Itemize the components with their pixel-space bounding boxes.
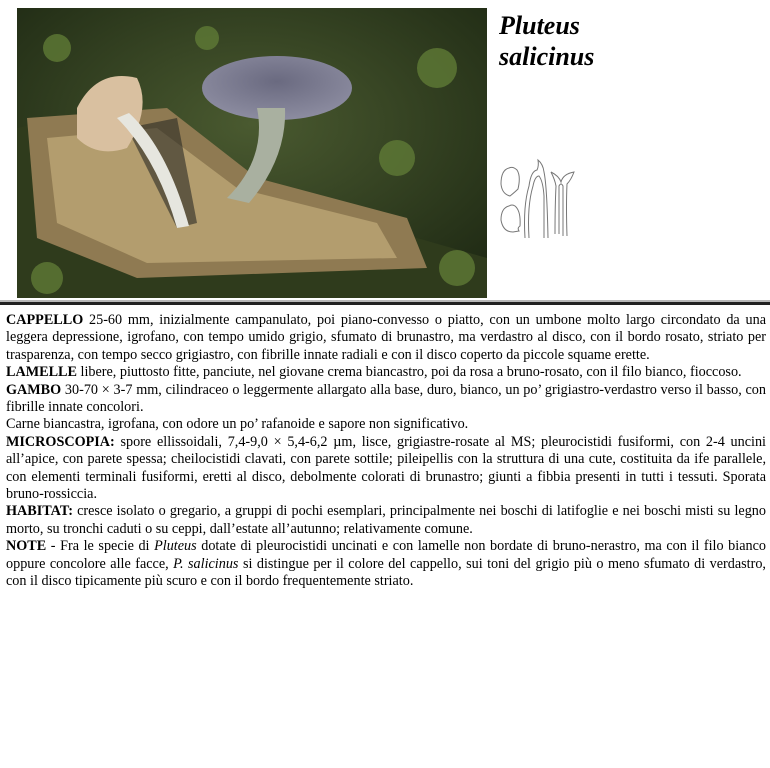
divider-dark <box>0 302 770 305</box>
section-heading: GAMBO <box>6 381 62 398</box>
section-heading: MICROSCOPIA: <box>6 433 115 450</box>
section-text: 25-60 mm, inizialmente campanulato, poi piano-convesso o piatto, con un umbone molto largo circondato da una leggera depressione, igrofano, con tempo umido grigio, sfumato di brunastro, ma verdastro al disco, con il bordo rosato, striato per trasparenza, con tempo secco grigiastro, con fibrille innate radiali e con il disco coperto da piccole squame erette. <box>6 312 766 363</box>
note-text: dotate di pleurocistidi uncinati e con lamelle non bordate di bruno-nerastro, ma con il filo bianco oppure concolore alle facce, <box>6 538 766 572</box>
section-heading: HABITAT: <box>6 503 73 520</box>
title-genus: Pluteus <box>499 11 580 40</box>
section-text: spore ellissoidali, 7,4-9,0 × 5,4-6,2 µm, lisce, grigiastre-rosate al MS; pleurocistidi fusiformi, con 2-4 uncini all’apice, con parete spessa; cheilocistidi clavati, con parete sottile; pileipellis con la struttura di una cute, costituita da ife parallele, con elementi terminali fusiformi, eretti al disco, debolmente colorati di brunastro; giunti a fibbia presenti in tutti i tessuti. Sporata bruno-rossiccia. <box>6 433 766 503</box>
microscopy-drawing <box>499 156 579 246</box>
title-species: salicinus <box>499 42 595 71</box>
note-text: si distingue per il colore del cappello, sui toni del grigio più o meno sfumato di verdastro, con il disco tipicamente più scuro e con il bordo frequentemente striato. <box>6 555 766 590</box>
section-text: libere, piuttosto fitte, panciute, nel giovane crema biancastro, poi da rosa a bruno-rosato, con il filo bianco, fioccoso. <box>76 364 742 381</box>
section-note <box>6 538 766 590</box>
description <box>6 312 766 591</box>
section-text: Carne biancastra, igrofana, con odore un po’ rafanoide e sapore non significativo. <box>6 416 469 433</box>
section-text: cresce isolato o gregario, a gruppi di pochi esemplari, principalmente nei boschi di latifoglie e nei boschi misti su legno morto, su tronchi caduti o su ceppi, dall’estate all’autunno; relativamente comune. <box>6 503 766 537</box>
section-microscopia <box>6 434 766 504</box>
section-heading: NOTE <box>6 538 47 555</box>
section-carne <box>6 416 766 433</box>
section-heading: CAPPELLO <box>6 312 84 328</box>
section-habitat <box>6 503 766 538</box>
section-cappello <box>6 312 766 364</box>
section-text: 30-70 × 3-7 mm, cilindraceo o leggermente allargato alla base, duro, bianco, un po’ grigiastro-verdastro verso il basso, con fibrille innate concolori. <box>6 381 766 416</box>
note-text: - Fra le specie di <box>46 538 155 555</box>
note-species: P. salicinus <box>173 555 239 572</box>
section-lamelle <box>6 364 766 381</box>
mushroom-photo <box>17 8 487 298</box>
section-heading: LAMELLE <box>6 364 77 381</box>
note-genus: Pluteus <box>154 538 197 555</box>
section-gambo <box>6 382 766 417</box>
species-title <box>499 10 594 72</box>
